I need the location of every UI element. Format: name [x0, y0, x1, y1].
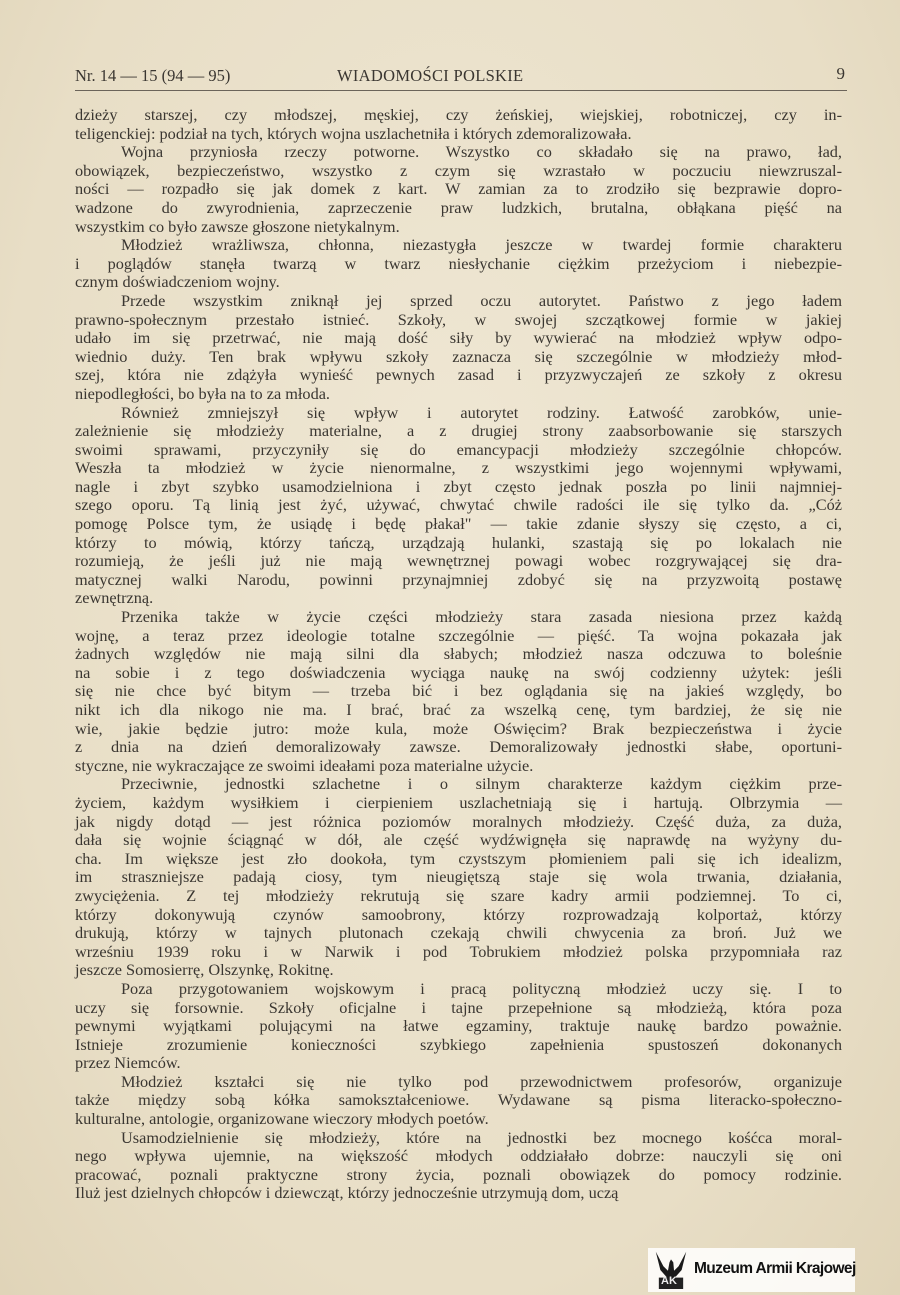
- text-line: którzy dokonywują czynów samoobrony, którzy rozprowadzają kolportaż, którzy: [75, 904, 842, 924]
- text-line: Usamodzielnienie się młodzieży, które na jednostki bez mocnego kośćca moral-: [121, 1127, 842, 1147]
- text-line: styczne, nie wykraczające ze swoimi ideałami poza materialne użycie.: [75, 755, 534, 775]
- text-line: Młodzież kształci się nie tylko pod przewodnictwem profesorów, organizuje: [121, 1071, 842, 1091]
- text-line: z dnia na dzień demoralizowały zawsze. Demoralizowały jednostki słabe, oportuni-: [75, 737, 842, 757]
- paragraph: [75, 1073, 842, 1129]
- text-line: Istnieje zrozumienie konieczności szybkiego zapełnienia spustoszeń dokonanych: [75, 1034, 842, 1054]
- text-line: zewnętrzną.: [75, 588, 154, 608]
- text-line: szej, która nie zdążyła wynieść pewnych zasad i przyzwyczajeń ze szkoły z okresu: [75, 365, 842, 385]
- text-line: cha. Im większe jest zło dookoła, tym czystszym płomieniem pali się ich idealizm,: [75, 848, 842, 868]
- text-line: Wojna przyniosła rzeczy potworne. Wszystko co składało się na prawo, ład,: [121, 142, 842, 162]
- text-line: nego wpływa ujemnie, na większość młodych oddziałało dobrze: nauczyli się oni: [75, 1146, 842, 1166]
- text-line: nagle i zbyt szybko usamodzielniona i zbyt często jednak poszła po linii najmniej-: [75, 476, 842, 496]
- text-line: zależnienie się młodzieży materialne, a z drugiej strony zaabsorbowanie się starszych: [75, 421, 842, 441]
- text-line: Młodzież wrażliwsza, chłonna, niezastygła jeszcze w twardej formie charakteru: [121, 235, 842, 255]
- paragraph: [75, 404, 842, 609]
- museum-watermark: [648, 1248, 855, 1292]
- page-number: 9: [836, 64, 845, 83]
- text-line: wie, jakie będzie jutro: może kula, może Oświęcim? Brak bezpieczeństwa i życie: [75, 718, 842, 738]
- text-line: i poglądów stanęła twarzą w twarz niesłychanie ciężkim przeżyciom i niebezpie-: [75, 253, 842, 273]
- text-line: Poza przygotowaniem wojskowym i pracą polityczną młodzież uczy się. I to: [121, 978, 842, 998]
- text-line: wrześniu 1939 roku i w Narwik i pod Tobrukiem młodzież polska przypomniała raz: [75, 941, 842, 961]
- article-body: [75, 106, 842, 1203]
- publication-title: WIADOMOŚCI POLSKIE: [337, 66, 524, 85]
- text-line: obowiązek, bezpieczeństwo, wszystko z czym się wzrastało w poczuciu niewzruszal-: [75, 160, 842, 180]
- text-line: udało im się przetrwać, nie mają dość siły by wywierać na młodzież wpływ odpo-: [75, 328, 842, 348]
- text-line: matycznej walki Narodu, powinni przynajmniej zdobyć się na przyzwoitą postawę: [75, 569, 842, 589]
- text-line: wadzone do zwyrodnienia, zaprzeczenie praw ludzkich, brutalna, obłąkana pięść na: [75, 197, 842, 217]
- text-line: Przenika także w życie części młodzieży stara zasada niesiona przez każdą: [121, 607, 842, 627]
- text-line: wojnę, a teraz przez ideologie totalne szczególnie — pięść. Ta wojna pokazała jak: [75, 625, 842, 645]
- text-line: Przeciwnie, jednostki szlachetne i o silnym charakterze każdym ciężkim prze-: [121, 774, 842, 794]
- text-line: teligenckiej: podział na tych, których wojna uszlachetniła i których zdemoralizowała.: [75, 123, 632, 143]
- text-line: Przede wszystkim zniknął jej sprzed oczu autorytet. Państwo z jego ładem: [121, 290, 842, 310]
- text-line: Weszła ta młodzież w życie nienormalne, z wszystkimi jego wojennymi wpływami,: [75, 458, 842, 478]
- text-line: im straszniejsze padają ciosy, tym nieugiętszą staje się wola trwania, działania,: [75, 867, 842, 887]
- text-line: żadnych względów nie mają silni dla słabych; młodzież nasza odczuwa to boleśnie: [75, 644, 842, 664]
- text-line: kulturalne, antologie, organizowane wieczory młodych poetów.: [75, 1109, 489, 1129]
- text-line: Również zmniejszył się wpływ i autorytet rodziny. Łatwość zarobków, unie-: [121, 402, 842, 422]
- paragraph: [75, 106, 842, 143]
- paragraph: [75, 292, 842, 404]
- text-line: pomogę Polsce tym, że usiądę i będę płakał" — takie zdanie słyszy się często, a ci,: [75, 514, 842, 534]
- page-header: [75, 62, 847, 91]
- text-line: niepodległości, bo była na to za młoda.: [75, 383, 331, 403]
- text-line: rozumieją, że jeśli już nie mają wewnętrznej powagi wobec rozgrywającej się dra-: [75, 551, 842, 571]
- text-line: ności — rozpadło się jak domek z kart. W zamian za to zrodziło się bezprawie dopro-: [75, 179, 842, 199]
- text-line: drukują, którzy w tajnych plutonach czekają chwili chwycenia za broń. Już we: [75, 923, 842, 943]
- museum-label: Muzeum Armii Krajowej: [694, 1260, 856, 1277]
- text-line: dała się wojnie ściągnąć w dół, ale część wydźwignęła się naprawdę na wyżyny du-: [75, 830, 842, 850]
- text-line: Iluż jest dzielnych chłopców i dziewcząt, którzy jednocześnie utrzymują dom, uczą: [75, 1183, 619, 1203]
- text-line: dzieży starszej, czy młodszej, męskiej, czy żeńskiej, wiejskiej, robotniczej, czy in-: [75, 105, 842, 124]
- text-line: na sobie i z tego doświadczenia wyciąga naukę na swój codzienny użytek: jeśli: [75, 662, 842, 682]
- text-line: jak nigdy dotąd — jest różnica poziomów moralnych młodzieży. Część duża, za duża,: [75, 811, 842, 831]
- paragraph: [75, 236, 842, 292]
- text-line: wiednio duży. Ten brak wpływu szkoły zaznacza się szczególnie w młodzieży młod-: [75, 346, 842, 366]
- text-line: pracować, poznali praktyczne strony życia, poznali obowiązek do pomocy rodzinie.: [75, 1164, 842, 1184]
- text-line: cznym doświadczeniom wojny.: [75, 272, 280, 292]
- text-line: swoimi sprawami, przyczyniły się do emancypacji młodzieży szczególnie chłopców.: [75, 439, 842, 459]
- paragraph: [75, 143, 842, 236]
- emblem-letters: AK: [661, 1275, 677, 1287]
- text-line: pewnymi wyjątkami polującymi na łatwe egzaminy, traktuje naukę bardzo poważnie.: [75, 1016, 842, 1036]
- text-line: jeszcze Somosierrę, Olszynkę, Rokitnę.: [75, 960, 334, 980]
- text-line: którzy to mówią, którzy tańczą, urządzają hulanki, szastają się po lokalach nie: [75, 532, 842, 552]
- text-line: także między sobą kółka samokształceniowe. Wydawane są pisma literacko-społeczno-: [75, 1090, 842, 1110]
- paragraph: [75, 1129, 842, 1203]
- text-line: prawno-społecznym przestało istnieć. Szkoły, w swojej szczątkowej formie w jakiej: [75, 309, 842, 329]
- text-line: życiem, każdym wysiłkiem i cierpieniem uszlachetniają się i hartują. Olbrzymia —: [75, 792, 842, 812]
- text-line: uczy się forsownie. Szkoły oficjalne i tajne przepełnione są młodzieżą, która poza: [75, 997, 842, 1017]
- text-line: szego oporu. Tą linią jest żyć, używać, chwytać chwile radości ile się tylko da. „Cóż: [75, 495, 842, 515]
- text-line: zwyciężenia. Z tej młodzieży rekrutują się szare kadry armii podziemnej. To ci,: [75, 885, 842, 905]
- paragraph: [75, 775, 842, 980]
- paragraph: [75, 608, 842, 775]
- paragraph: [75, 980, 842, 1073]
- text-line: wszystkim co było zawsze głoszone nietykalnym.: [75, 216, 400, 236]
- issue-number: Nr. 14 — 15 (94 — 95): [75, 66, 231, 85]
- text-line: nikt ich dla nikogo nie ma. I brać, brać za wszelką cenę, tym bardziej, że się nie: [75, 700, 842, 719]
- text-line: przez Niemców.: [75, 1053, 181, 1073]
- text-line: się nie chce być bitym — trzeba bić i bez oglądania się na jakieś względy, bo: [75, 681, 842, 701]
